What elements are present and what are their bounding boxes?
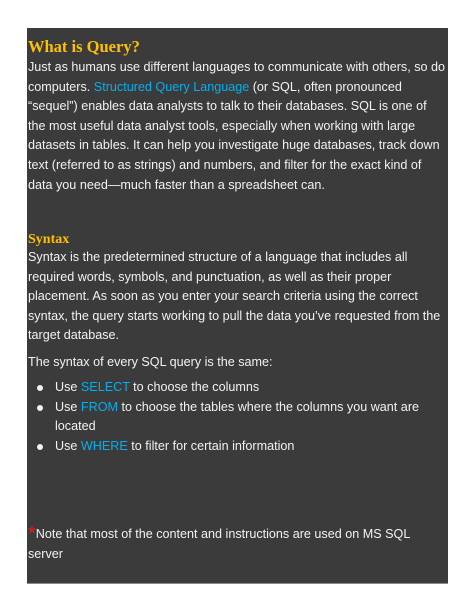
from-keyword: FROM	[80, 399, 118, 414]
select-keyword: SELECT	[80, 380, 130, 394]
bullet-prefix: Use	[55, 399, 81, 414]
list-item	[27, 437, 437, 457]
list-item	[27, 398, 437, 437]
content-panel	[27, 28, 448, 584]
bullet-icon	[37, 405, 43, 411]
bullet-suffix: to choose the columns	[129, 380, 260, 394]
bullet-suffix: to choose the tables where the columns you want are located	[55, 399, 420, 434]
structured-query-language-link[interactable]: Structured Query Language	[93, 79, 250, 94]
what-is-query-heading: What is Query?	[28, 37, 140, 56]
syntax-same-line: The syntax of every SQL query is the same:	[28, 355, 273, 369]
bullet-icon	[37, 444, 43, 450]
bullet-prefix: Use	[55, 380, 81, 394]
list-item	[27, 378, 437, 398]
bullet-icon	[37, 385, 43, 391]
syntax-definition-paragraph: Syntax is the predetermined structure of a language that includes all required words, symbols, and punctuation, as well as their proper placement. As soon as you enter your search criteria using the correct syntax, the query starts working to pull the data you’ve requested from the target database.	[28, 250, 441, 343]
intro-text-start: Just as humans use different languages to communicate with others, so do computers.	[28, 60, 445, 94]
footnote	[28, 524, 438, 564]
syntax-heading: Syntax	[28, 232, 70, 247]
where-keyword: WHERE	[80, 438, 128, 453]
syntax-bullet-list	[27, 378, 437, 456]
query-intro-paragraph	[28, 58, 446, 195]
bullet-suffix: to filter for certain information	[127, 438, 295, 453]
bullet-prefix: Use	[55, 438, 81, 453]
intro-text-end: (or SQL, often pronounced “sequel”) enables data analysts to talk to their databases. SQL is one of the most useful data analyst tools, especially when working with large datasets in tables. It can help you investigate huge databases, track down text (referred to as strings) and numbers, and filter for the exact kind of data you need—much faster than a spreadsheet can.	[28, 79, 440, 192]
footnote-text: Note that most of the content and instructions are used on MS SQL server	[28, 527, 410, 561]
asterisk-icon: *	[28, 523, 36, 545]
